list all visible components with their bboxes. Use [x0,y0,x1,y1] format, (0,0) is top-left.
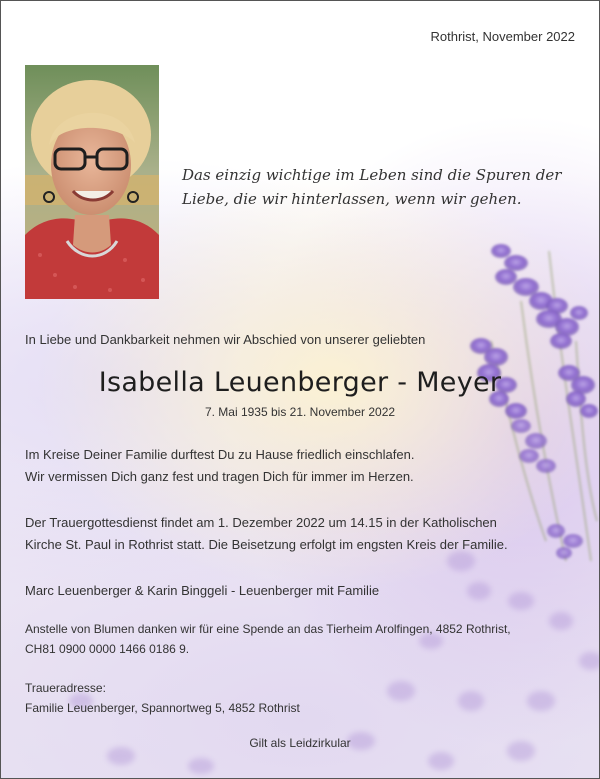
donation-info [25,619,575,659]
farewell-message [25,444,565,488]
address-label: Traueradresse: [25,681,106,695]
quote-line-1: Das einzig wichtige im Leben sind die Spuren der [182,166,562,184]
message-line-2: Wir vermissen Dich ganz fest und tragen Dich für immer im Herzen. [25,469,414,484]
footer-note: Gilt als Leidzirkular [249,736,351,750]
service-info [25,512,565,556]
place-date: Rothrist, November 2022 [430,29,575,44]
life-dates: 7. Mai 1935 bis 21. November 2022 [204,405,396,419]
address-value: Familie Leuenberger, Spannortweg 5, 4852 Rothrist [25,701,300,715]
portrait-photo [25,65,159,299]
donation-line-1: Anstelle von Blumen danken wir für eine Spende an das Tierheim Arolfingen, 4852 Rothrist, [25,622,511,636]
deceased-name: Isabella Leuenberger - Meyer [98,367,502,398]
service-line-1: Der Trauergottesdienst findet am 1. Dezember 2022 um 14.15 in der Katholischen [25,515,497,530]
service-line-2: Kirche St. Paul in Rothrist statt. Die Beisetzung erfolgt im engsten Kreis der Familie. [25,537,508,552]
donation-line-2: CH81 0900 0000 1466 0186 9. [25,642,190,656]
family-signature: Marc Leuenberger & Karin Binggeli - Leuenberger mit Familie [25,583,380,598]
message-line-1: Im Kreise Deiner Familie durftest Du zu Hause friedlich einschlafen. [25,447,415,462]
mourning-address [25,678,575,718]
quote-line-2: Liebe, die wir hinterlassen, wenn wir gehen. [182,190,522,208]
intro-text: In Liebe und Dankbarkeit nehmen wir Abschied von unserer geliebten [25,332,426,347]
quote [182,163,582,211]
